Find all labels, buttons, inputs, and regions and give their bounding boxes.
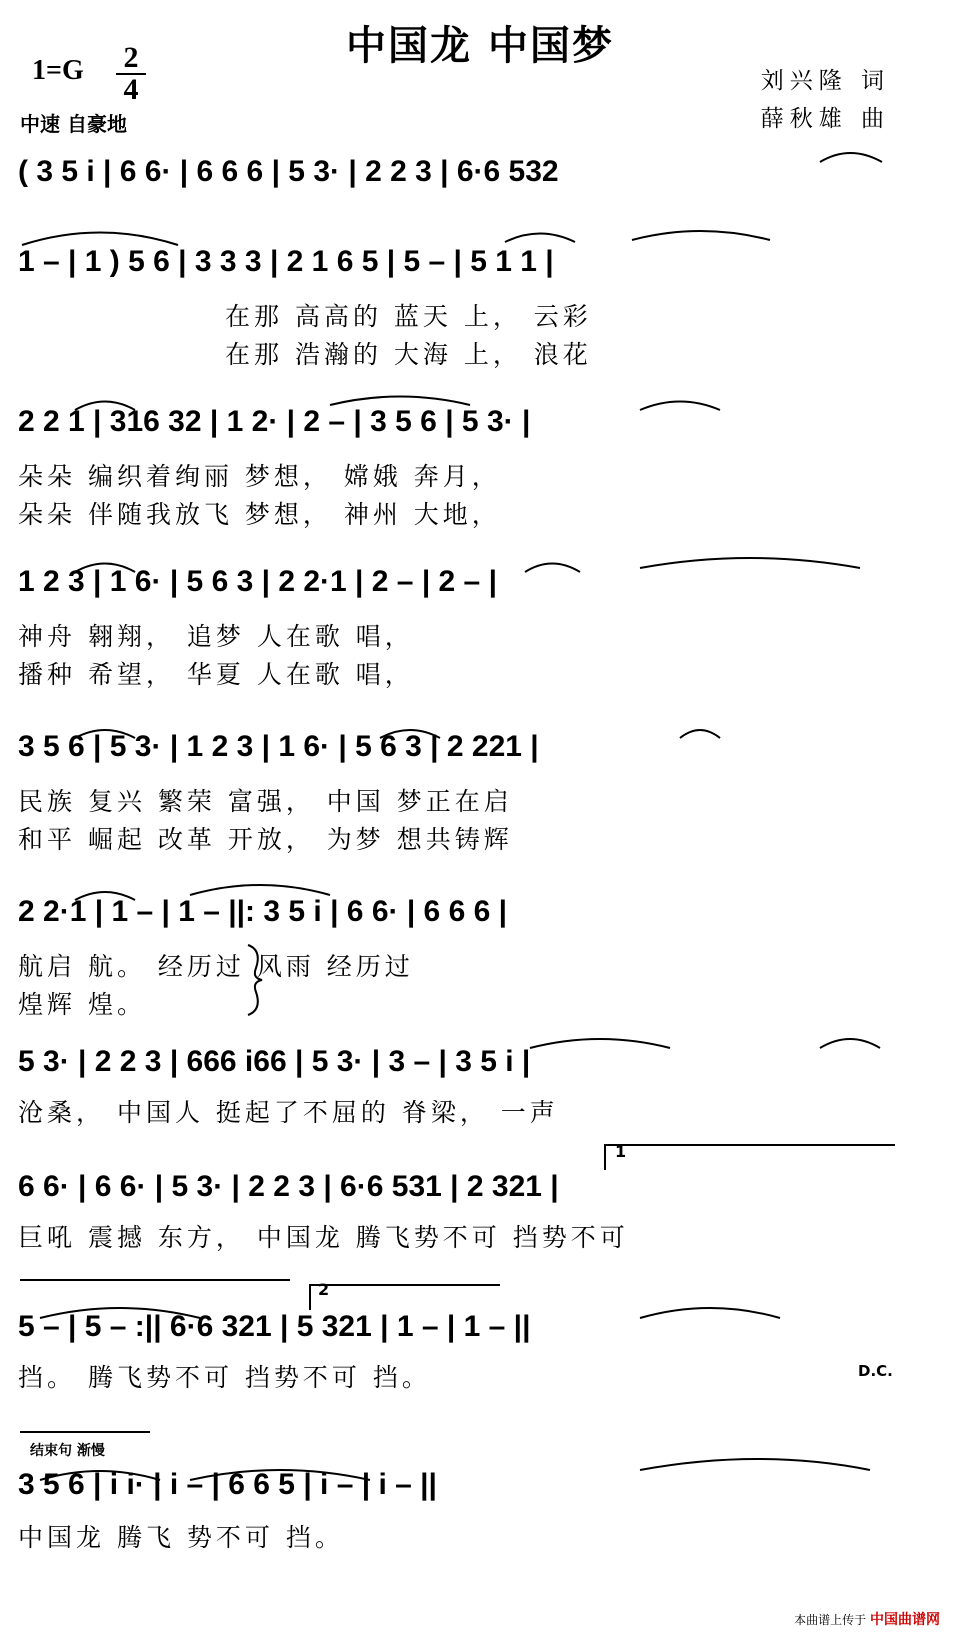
slur-mark xyxy=(22,233,178,246)
notation-line: 3 5 6 | 5 3· | 1 2 3 | 1 6· | 5 6 3 | 2 221 | xyxy=(18,730,539,763)
lyrics-verse-1: 民族 复兴 繁荣 富强， 中国 梦正在启 xyxy=(18,787,513,816)
song-title: 中国龙 中国梦 xyxy=(346,22,614,69)
volta-1-label: 1 xyxy=(615,1142,627,1161)
lyrics-verse-2: 播种 希望， 华夏 人在歌 唱， xyxy=(18,660,414,689)
site-logo-text: 中国曲谱网 xyxy=(870,1612,940,1628)
notation-line: 3 5 6 | i i· | i – | 6 6 5 | i – | i – || xyxy=(18,1468,437,1501)
slur-mark xyxy=(632,231,770,240)
key-signature: 1=G xyxy=(32,55,84,86)
volta-2-label: 2 xyxy=(318,1280,330,1299)
lyrics-verse-1: 巨吼 震撼 东方， 中国龙 腾飞势不可 挡势不可 xyxy=(18,1223,629,1252)
lyricist-credit: 刘兴隆 词 xyxy=(760,68,890,94)
time-signature xyxy=(116,41,146,106)
ending-phrase-label: 结束句 渐慢 xyxy=(30,1443,105,1459)
time-signature-bottom: 4 xyxy=(123,73,139,106)
tempo-marking: 中速 自豪地 xyxy=(20,112,127,136)
upload-credit-prefix: 本曲谱上传于 xyxy=(794,1613,867,1627)
lyrics-verse-1: 在那 高高的 蓝天 上， 云彩 xyxy=(225,302,592,331)
lyrics-verse-2: 和平 崛起 改革 开放， 为梦 想共铸辉 xyxy=(18,825,513,854)
composer-credit: 薛秋雄 曲 xyxy=(760,106,890,132)
notation-line: 2 2 1 | 316 32 | 1 2· | 2 – | 3 5 6 | 5 3· | xyxy=(18,405,531,438)
lyrics-verse-1: 朵朵 编织着绚丽 梦想， 嫦娥 奔月， xyxy=(18,462,501,491)
slur-mark xyxy=(330,397,470,406)
slur-mark xyxy=(190,885,330,895)
lyrics-verse-2: 煌辉 煌。 xyxy=(18,990,146,1019)
upload-credit xyxy=(794,1609,940,1629)
notation-line: 5 3· | 2 2 3 | 666 i66 | 5 3· | 3 – | 3 5 i | xyxy=(18,1045,531,1078)
notation-line: 1 2 3 | 1 6· | 5 6 3 | 2 2·1 | 2 – | 2 – | xyxy=(18,565,497,598)
lyrics-verse-1: 中国龙 腾飞 势不可 挡。 xyxy=(18,1523,344,1552)
lyrics-verse-2: 在那 浩瀚的 大海 上， 浪花 xyxy=(225,340,592,369)
lyrics-verse-1: 神舟 翱翔， 追梦 人在歌 唱， xyxy=(18,622,414,651)
notation-line: 1 – | 1 ) 5 6 | 3 3 3 | 2 1 6 5 | 5 – | 5 1 1 | xyxy=(18,245,554,278)
dc-mark: D.C. xyxy=(858,1362,893,1380)
time-signature-top: 2 xyxy=(123,41,139,74)
slur-mark xyxy=(505,234,575,243)
lyrics-verse-1: 挡。 腾飞势不可 挡势不可 挡。 xyxy=(18,1363,431,1392)
notation-line: 2 2·1 | 1 – | 1 – ||: 3 5 i | 6 6· | 6 6 6 | xyxy=(18,895,508,928)
notation-line: 5 – | 5 – :|| 6·6 321 | 5 321 | 1 – | 1 – || xyxy=(18,1310,531,1343)
lyrics-verse-1: 沧桑， 中国人 挺起了不屈的 脊梁， 一声 xyxy=(18,1098,559,1127)
notation-line: ( 3 5 i | 6 6· | 6 6 6 | 5 3· | 2 2 3 | 6·6 532 xyxy=(18,155,559,188)
notation-line: 6 6· | 6 6· | 5 3· | 2 2 3 | 6·6 531 | 2 321 | xyxy=(18,1170,559,1203)
lyrics-verse-2: 朵朵 伴随我放飞 梦想， 神州 大地， xyxy=(18,500,501,529)
volta-bracket xyxy=(605,1145,895,1170)
volta-bracket xyxy=(310,1285,500,1310)
lyrics-verse-1: 航启 航。 经历过 风雨 经历过 xyxy=(18,952,414,981)
